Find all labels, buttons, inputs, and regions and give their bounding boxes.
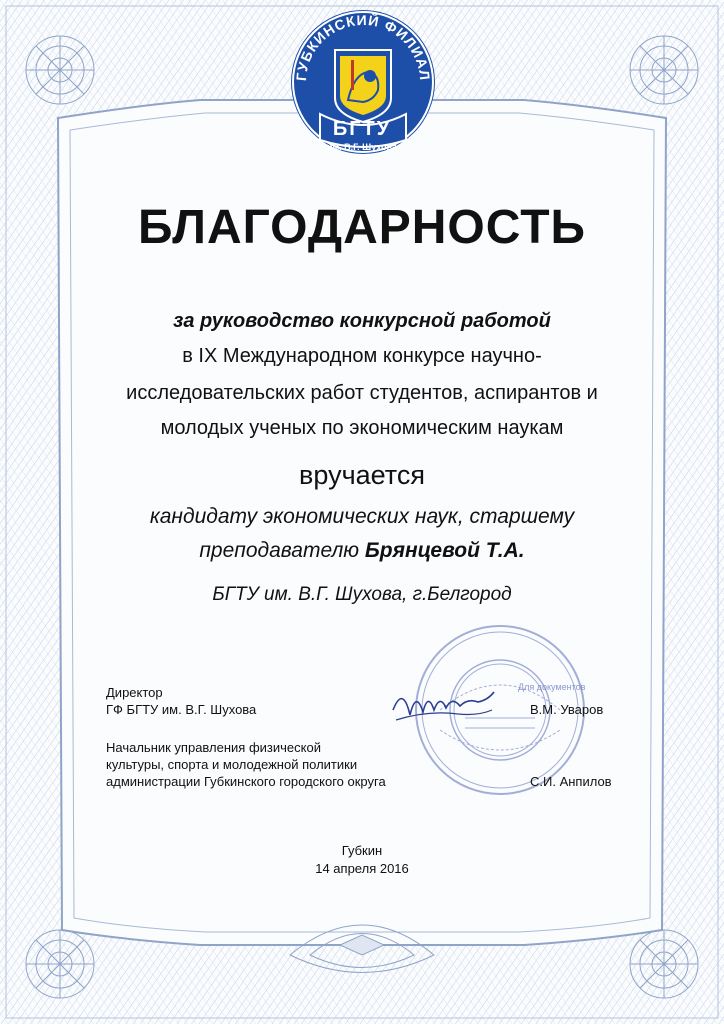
awarded-text: вручается (299, 460, 425, 490)
head-name: С.И. Анпилов (530, 774, 612, 789)
reason-bold: за руководство конкурсной работой (173, 310, 551, 332)
recipient-line-2 (0, 539, 724, 563)
footer-city: Губкин (341, 843, 383, 858)
head-role (106, 739, 386, 790)
director-role-line-1: Директор (106, 685, 163, 700)
director-role-line-2: ГФ БГТУ им. В.Г. Шухова (106, 702, 257, 717)
head-role-line-2: культуры, спорта и молодежной политики (106, 757, 358, 772)
certificate-title: БЛАГОДАРНОСТЬ (137, 201, 587, 254)
recipient-name: Брянцевой Т.А. (364, 539, 525, 562)
footer-date: 14 апреля 2016 (315, 861, 409, 876)
logo-sub: им. В.Г. Шухова (326, 142, 398, 152)
recipient-prefix: преподавателю (199, 539, 365, 562)
director-role (106, 684, 256, 718)
head-role-line-1: Начальник управления физической (106, 740, 321, 755)
svg-text:ГУБКИНСКИЙ ФИЛИАЛ: ГУБКИНСКИЙ ФИЛИАЛ (292, 11, 434, 82)
head-role-line-3: администрации Губкинского городского округа (106, 774, 386, 789)
organization: БГТУ им. В.Г. Шухова, г.Белгород (212, 584, 512, 605)
recipient-line-1: кандидату экономических наук, старшему (149, 505, 575, 528)
reason-line-1: в IX Международном конкурсе научно- (182, 345, 542, 367)
director-name: В.М. Уваров (530, 702, 604, 717)
reason-line-3: молодых ученых по экономическим наукам (160, 417, 564, 439)
logo-name: БГТУ (332, 118, 392, 140)
stamp-top-text: Для документов (518, 682, 586, 692)
director-signature (388, 680, 498, 730)
reason-line-2: исследовательских работ студентов, аспирантов и (126, 382, 598, 404)
